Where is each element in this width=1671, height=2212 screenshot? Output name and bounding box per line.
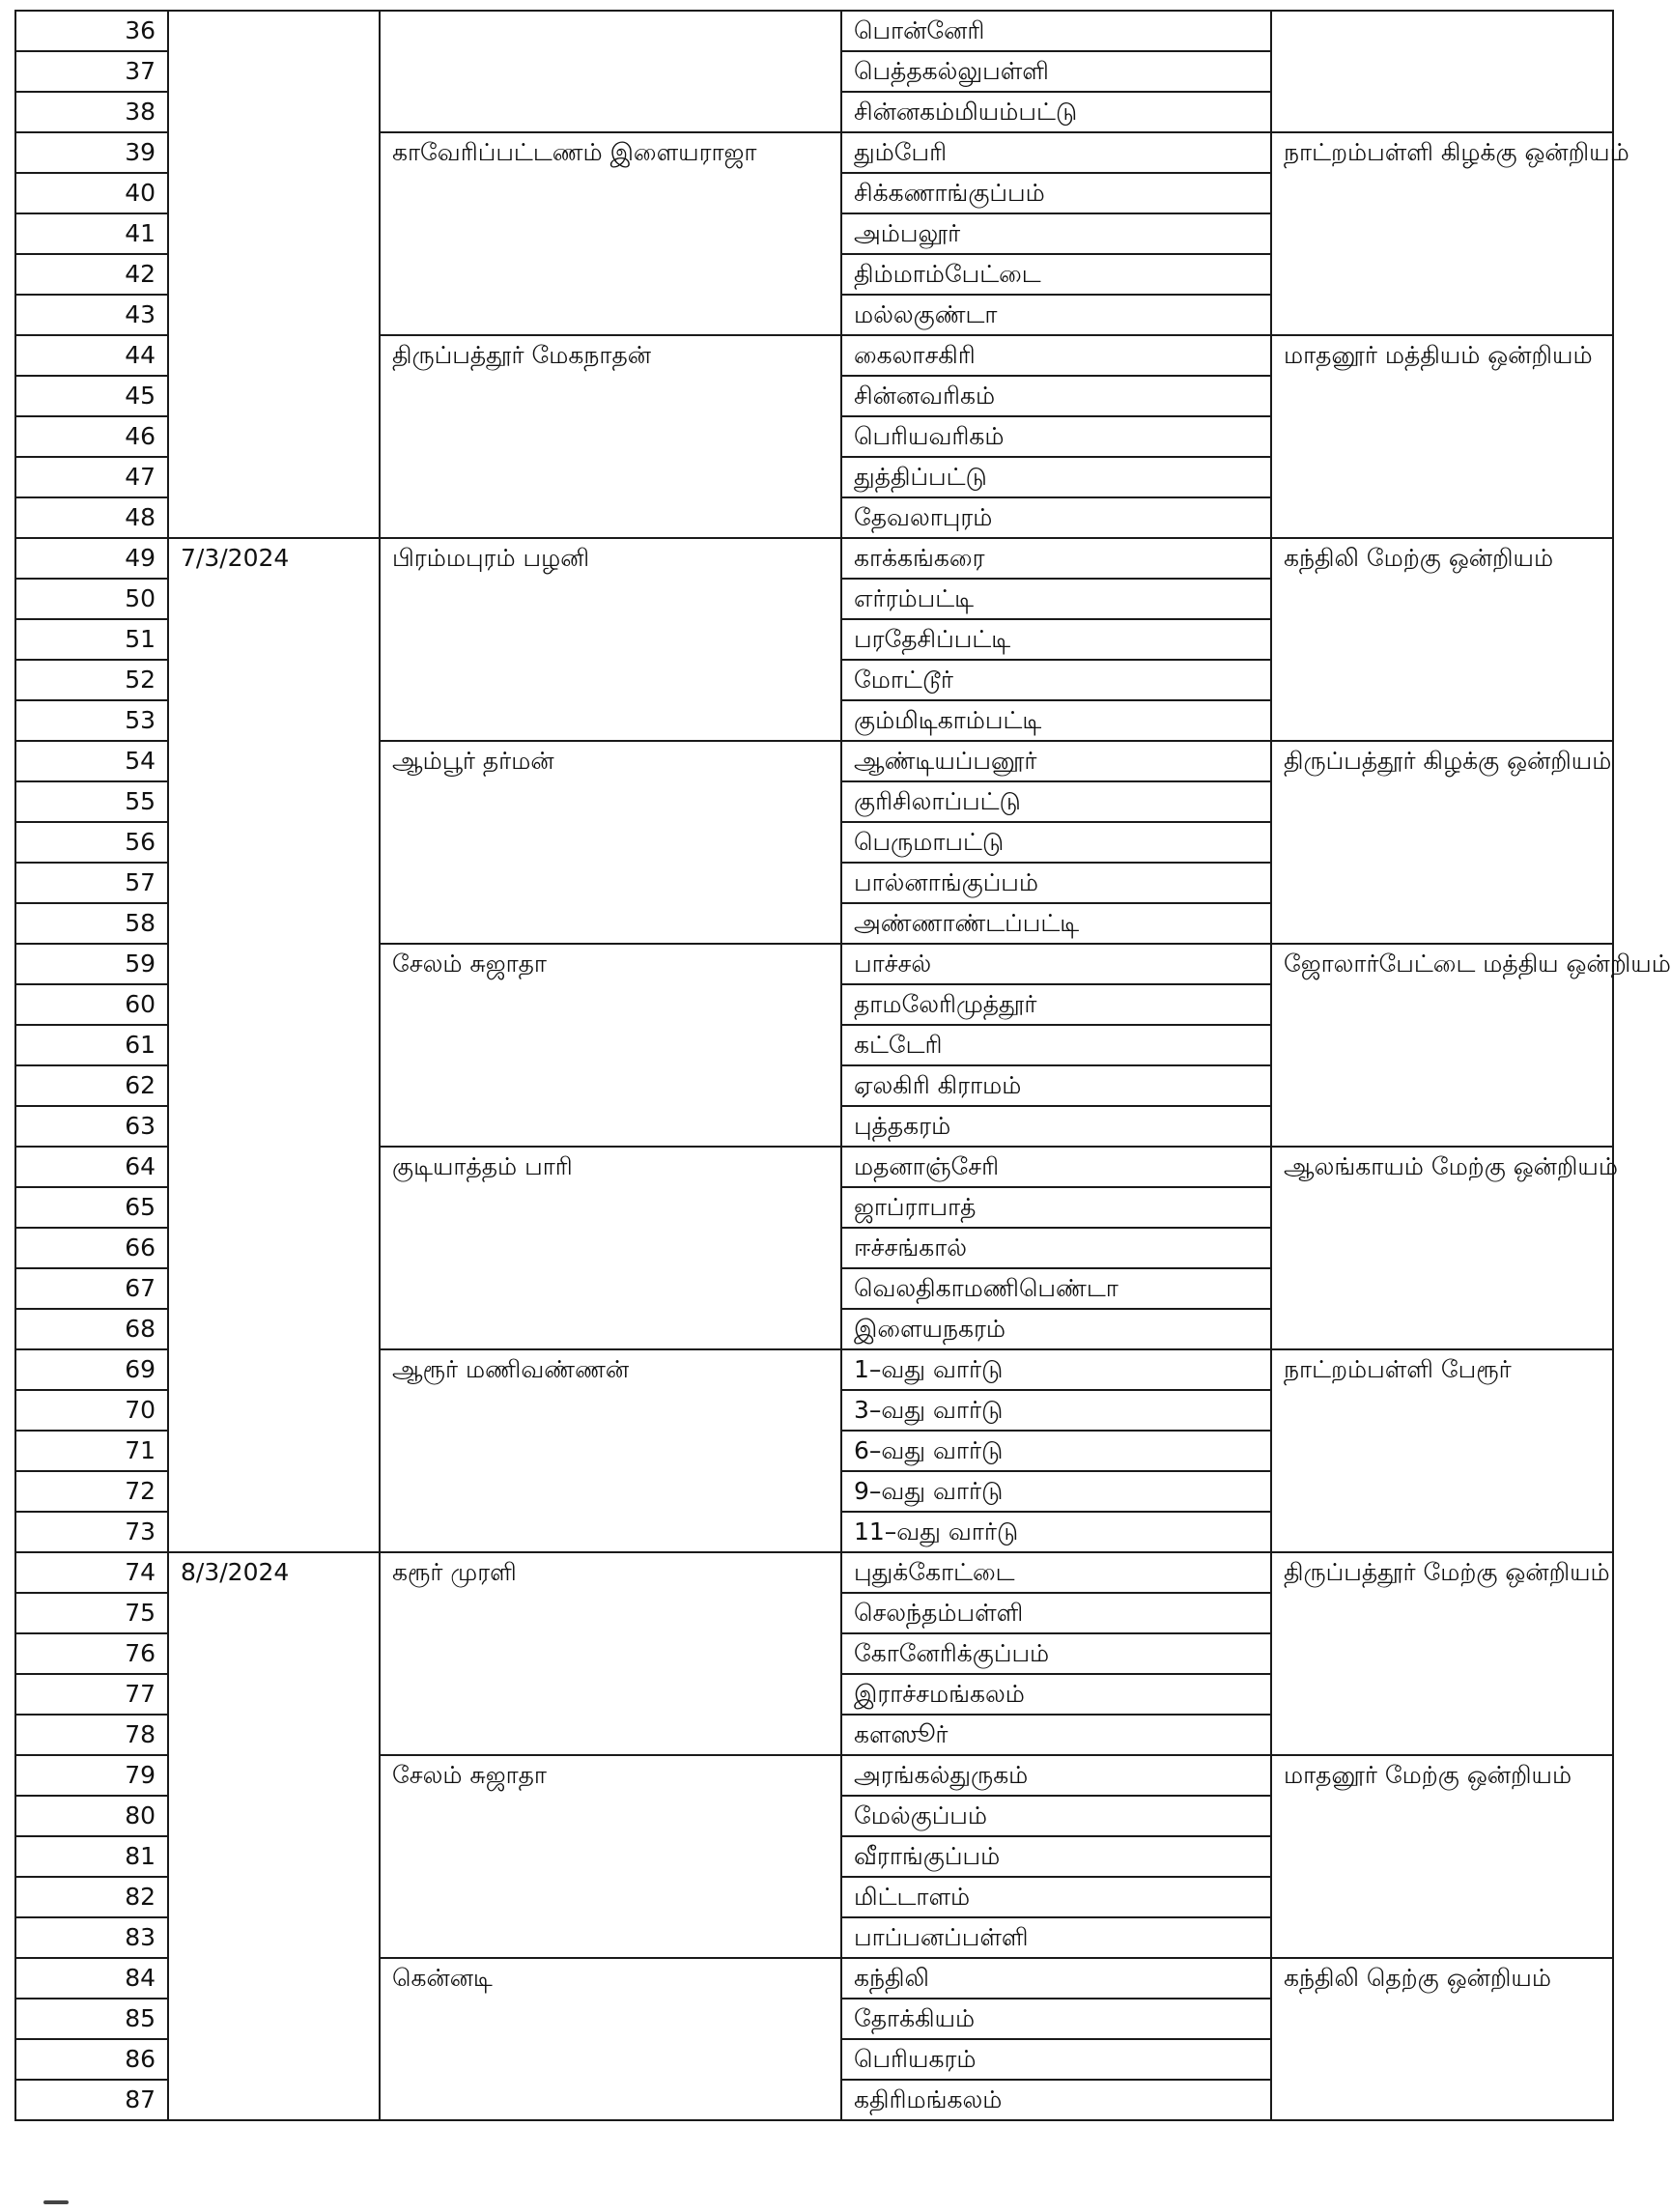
speaker-name-cell: பிரம்மபுரம் பழனி <box>380 538 841 741</box>
serial-number-cell: 52 <box>15 660 168 700</box>
village-name-cell: கோனேரிக்குப்பம் <box>841 1633 1271 1674</box>
date-cell: 8/3/2024 <box>168 1552 380 2120</box>
serial-number-cell: 66 <box>15 1228 168 1268</box>
serial-number-cell: 59 <box>15 944 168 984</box>
village-name-cell: செலந்தம்பள்ளி <box>841 1593 1271 1633</box>
serial-number-cell: 75 <box>15 1593 168 1633</box>
village-name-cell: வெலதிகாமணிபெண்டா <box>841 1268 1271 1309</box>
village-name-cell: மல்லகுண்டா <box>841 295 1271 335</box>
village-name-cell: தேவலாபுரம் <box>841 497 1271 538</box>
serial-number-cell: 64 <box>15 1147 168 1187</box>
serial-number-cell: 44 <box>15 335 168 376</box>
serial-number-cell: 70 <box>15 1390 168 1431</box>
village-name-cell: அண்ணாண்டப்பட்டி <box>841 903 1271 944</box>
serial-number-cell: 79 <box>15 1755 168 1796</box>
village-name-cell: திம்மாம்பேட்டை <box>841 254 1271 295</box>
serial-number-cell: 56 <box>15 822 168 863</box>
village-name-cell: தோக்கியம் <box>841 1999 1271 2039</box>
village-name-cell: ஏலகிரி கிராமம் <box>841 1065 1271 1106</box>
village-name-cell: பாப்பனப்பள்ளி <box>841 1917 1271 1958</box>
village-name-cell: இராச்சமங்கலம் <box>841 1674 1271 1715</box>
meeting-schedule-table <box>14 10 1671 2121</box>
serial-number-cell: 71 <box>15 1431 168 1471</box>
table-row <box>15 538 1613 579</box>
serial-number-cell: 49 <box>15 538 168 579</box>
speaker-name-cell: சேலம் சுஜாதா <box>380 944 841 1147</box>
serial-number-cell: 73 <box>15 1512 168 1552</box>
table-row <box>15 11 1613 51</box>
date-cell <box>168 11 380 538</box>
village-name-cell: கதிரிமங்கலம் <box>841 2080 1271 2120</box>
serial-number-cell: 68 <box>15 1309 168 1349</box>
village-name-cell: ஆண்டியப்பனூர் <box>841 741 1271 781</box>
village-name-cell: மேல்குப்பம் <box>841 1796 1271 1836</box>
village-name-cell: கைலாசகிரி <box>841 335 1271 376</box>
serial-number-cell: 77 <box>15 1674 168 1715</box>
serial-number-cell: 39 <box>15 132 168 173</box>
serial-number-cell: 55 <box>15 781 168 822</box>
serial-number-cell: 81 <box>15 1836 168 1877</box>
date-cell: 7/3/2024 <box>168 538 380 1552</box>
speaker-name-cell: கென்னடி <box>380 1958 841 2120</box>
serial-number-cell: 74 <box>15 1552 168 1593</box>
serial-number-cell: 40 <box>15 173 168 213</box>
village-name-cell: கும்மிடிகாம்பட்டி <box>841 700 1271 741</box>
serial-number-cell: 72 <box>15 1471 168 1512</box>
serial-number-cell: 82 <box>15 1877 168 1917</box>
document-page <box>14 0 1671 2212</box>
serial-number-cell: 60 <box>15 984 168 1025</box>
village-name-cell: ஜாப்ராபாத் <box>841 1187 1271 1228</box>
serial-number-cell: 87 <box>15 2080 168 2120</box>
village-name-cell: பொன்னேரி <box>841 11 1271 51</box>
serial-number-cell: 65 <box>15 1187 168 1228</box>
village-name-cell: 9–வது வார்டு <box>841 1471 1271 1512</box>
serial-number-cell: 80 <box>15 1796 168 1836</box>
village-name-cell: சின்னகம்மியம்பட்டு <box>841 92 1271 132</box>
village-name-cell: மிட்டாளம் <box>841 1877 1271 1917</box>
village-name-cell: 1–வது வார்டு <box>841 1349 1271 1390</box>
speaker-name-cell: குடியாத்தம் பாரி <box>380 1147 841 1349</box>
village-name-cell: தாமலேரிமுத்தூர் <box>841 984 1271 1025</box>
village-name-cell: புத்தகரம் <box>841 1106 1271 1147</box>
speaker-name-cell: காவேரிப்பட்டணம் இளையராஜா <box>380 132 841 335</box>
serial-number-cell: 86 <box>15 2039 168 2080</box>
village-name-cell: காக்கங்கரை <box>841 538 1271 579</box>
serial-number-cell: 54 <box>15 741 168 781</box>
serial-number-cell: 36 <box>15 11 168 51</box>
village-name-cell: தும்பேரி <box>841 132 1271 173</box>
serial-number-cell: 38 <box>15 92 168 132</box>
serial-number-cell: 78 <box>15 1715 168 1755</box>
village-name-cell: அம்பலூர் <box>841 213 1271 254</box>
serial-number-cell: 43 <box>15 295 168 335</box>
speaker-name-cell <box>380 11 841 132</box>
village-name-cell: 3–வது வார்டு <box>841 1390 1271 1431</box>
serial-number-cell: 83 <box>15 1917 168 1958</box>
serial-number-cell: 37 <box>15 51 168 92</box>
union-name-cell: திருப்பத்தூர் மேற்கு ஒன்றியம் <box>1271 1552 1613 1755</box>
village-name-cell: மதனாஞ்சேரி <box>841 1147 1271 1187</box>
serial-number-cell: 47 <box>15 457 168 497</box>
table-row <box>15 1552 1613 1593</box>
village-name-cell: பெரியவரிகம் <box>841 416 1271 457</box>
serial-number-cell: 48 <box>15 497 168 538</box>
serial-number-cell: 85 <box>15 1999 168 2039</box>
village-name-cell: அரங்கல்துருகம் <box>841 1755 1271 1796</box>
village-name-cell: பரதேசிப்பட்டி <box>841 619 1271 660</box>
village-name-cell: துத்திப்பட்டு <box>841 457 1271 497</box>
speaker-name-cell: கரூர் முரளி <box>380 1552 841 1755</box>
union-name-cell: கந்திலி மேற்கு ஒன்றியம் <box>1271 538 1613 741</box>
village-name-cell: இளையநகரம் <box>841 1309 1271 1349</box>
village-name-cell: ஈச்சங்கால் <box>841 1228 1271 1268</box>
serial-number-cell: 45 <box>15 376 168 416</box>
speaker-name-cell: ஆம்பூர் தர்மன் <box>380 741 841 944</box>
union-name-cell: திருப்பத்தூர் கிழக்கு ஒன்றியம் <box>1271 741 1613 944</box>
serial-number-cell: 57 <box>15 863 168 903</box>
serial-number-cell: 42 <box>15 254 168 295</box>
speaker-name-cell: சேலம் சுஜாதா <box>380 1755 841 1958</box>
speaker-name-cell: ஆரூர் மணிவண்ணன் <box>380 1349 841 1552</box>
village-name-cell: மோட்டூர் <box>841 660 1271 700</box>
union-name-cell: மாதனூர் மத்தியம் ஒன்றியம் <box>1271 335 1613 538</box>
serial-number-cell: 51 <box>15 619 168 660</box>
serial-number-cell: 62 <box>15 1065 168 1106</box>
serial-number-cell: 76 <box>15 1633 168 1674</box>
village-name-cell: 11–வது வார்டு <box>841 1512 1271 1552</box>
village-name-cell: 6–வது வார்டு <box>841 1431 1271 1471</box>
village-name-cell: கந்திலி <box>841 1958 1271 1999</box>
union-name-cell: கந்திலி தெற்கு ஒன்றியம் <box>1271 1958 1613 2120</box>
village-name-cell: பாச்சல் <box>841 944 1271 984</box>
union-name-cell: ஆலங்காயம் மேற்கு ஒன்றியம் <box>1271 1147 1613 1349</box>
union-name-cell <box>1271 11 1613 132</box>
union-name-cell: நாட்றம்பள்ளி பேரூர் <box>1271 1349 1613 1552</box>
village-name-cell: சின்னவரிகம் <box>841 376 1271 416</box>
union-name-cell: ஜோலார்பேட்டை மத்திய ஒன்றியம் <box>1271 944 1613 1147</box>
village-name-cell: கட்டேரி <box>841 1025 1271 1065</box>
serial-number-cell: 41 <box>15 213 168 254</box>
village-name-cell: எர்ரம்பட்டி <box>841 579 1271 619</box>
serial-number-cell: 50 <box>15 579 168 619</box>
village-name-cell: பால்னாங்குப்பம் <box>841 863 1271 903</box>
serial-number-cell: 58 <box>15 903 168 944</box>
serial-number-cell: 61 <box>15 1025 168 1065</box>
schedule-table-body <box>15 11 1671 2120</box>
village-name-cell: பெருமாபட்டு <box>841 822 1271 863</box>
village-name-cell: பெத்தகல்லுபள்ளி <box>841 51 1271 92</box>
serial-number-cell: 69 <box>15 1349 168 1390</box>
serial-number-cell: 46 <box>15 416 168 457</box>
village-name-cell: குரிசிலாப்பட்டு <box>841 781 1271 822</box>
village-name-cell: களஸூர் <box>841 1715 1271 1755</box>
speaker-name-cell: திருப்பத்தூர் மேகநாதன் <box>380 335 841 538</box>
serial-number-cell: 67 <box>15 1268 168 1309</box>
union-name-cell: மாதனூர் மேற்கு ஒன்றியம் <box>1271 1755 1613 1958</box>
page-corner-mark <box>43 2200 69 2204</box>
serial-number-cell: 63 <box>15 1106 168 1147</box>
serial-number-cell: 84 <box>15 1958 168 1999</box>
union-name-cell: நாட்றம்பள்ளி கிழக்கு ஒன்றியம் <box>1271 132 1613 335</box>
village-name-cell: பெரியகரம் <box>841 2039 1271 2080</box>
village-name-cell: சிக்கணாங்குப்பம் <box>841 173 1271 213</box>
village-name-cell: புதுக்கோட்டை <box>841 1552 1271 1593</box>
village-name-cell: வீராங்குப்பம் <box>841 1836 1271 1877</box>
serial-number-cell: 53 <box>15 700 168 741</box>
